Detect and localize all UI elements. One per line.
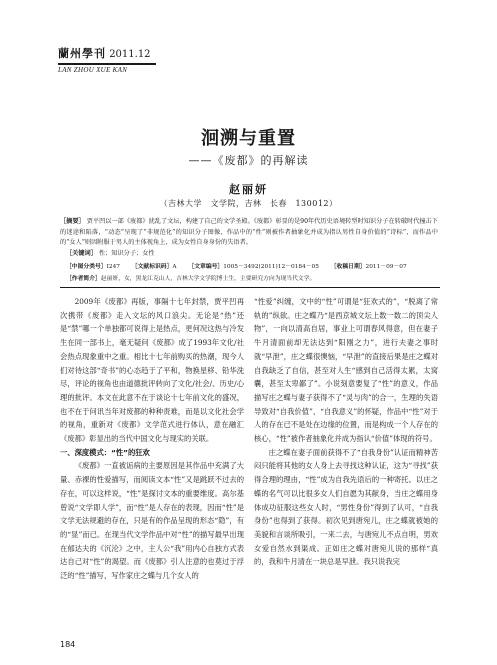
journal-name-en: LAN ZHOU XUE KAN bbox=[58, 66, 128, 74]
clc-label: ［中图分类号］ bbox=[66, 264, 107, 270]
body-left-column bbox=[60, 295, 244, 583]
abstract-text: 贾平凹以一部《废都》扰乱了文坛，构建了自己的文学圣殿。《废都》彰显的是90年代历史语境转型时知识分子在转破时代撞击下的迷途和陷落，“动态”呈现了“非规范化”的知识分子图像，作品中的“性”则被作者抽象化并成为指认男性自身价值的“诗标”，而作品中的“女人”则因附服于男人的主体视角上，成为女性自身身份的失语者。 bbox=[60, 218, 438, 246]
received-value: 2011－09－07 bbox=[365, 264, 407, 270]
abstract-label: ［摘要］ bbox=[60, 218, 85, 225]
header-rule bbox=[58, 63, 156, 65]
article-author: 赵丽妍 bbox=[229, 183, 268, 196]
author-info-line bbox=[66, 274, 446, 284]
body-paragraph: 《废都》一直被诟病的主要原因是其作品中充满了大量、赤裸的性爱描写，而阅读文本“性”又是跳跃不过去的存在，可以这样说，“性”是探讨文本的重要维度。高尔基曾说“文学即人学”，而“性”是人存在的表现，因而“性”是文学无法规避的存在，只是有的作品呈现的形态“隐”，有的“显”而已。在现当代文学作品中对“性”的描写最早出现在郁达夫的《沉沦》之中，主人公“我”用内心自独方式表达自己对“性”的渴望。而《废都》引人注意的也莫过于浮泛的“性”描写，写作家庄之蝶与几个女人的 bbox=[60, 461, 244, 581]
doc-code-label: ［文献标识码］ bbox=[131, 264, 173, 270]
article-subtitle: ——《废都》的再解读 bbox=[188, 154, 309, 167]
keywords bbox=[66, 249, 436, 259]
body-paragraph: 2009年《废都》再版，事隔十七年封禁，贾平凹再次携带《废都》走入文坛的风口浪尖。无论是“热”还是“禁”哪一个单独都可说得上是热点，更何况这热与冷发生在同一部书上，毫无疑问《废都》成了1993年文化/社会热点现象重中之重。相比十七年前购买的热潮，现今人们对待这部“奇书”的心态趋于了平和，物换星移、铅华洗尽，评论的视角也由道德批评转向了文化/社会/、历史/心理的批评。本文在此意不在于谈论十七年前文化的盛况，也不在于问讯当年对废都的种种责难，而是以文化社会学的视角，重新对《废都》文学范式进行体认，意在融汇《废都》彰显出的当代中国文化与现实的关联。 bbox=[60, 297, 244, 444]
section-heading: 一、深度模式：“性”的狂欢 bbox=[60, 447, 150, 457]
article-no-label: ［文章编号］ bbox=[188, 264, 224, 270]
journal-name: 蘭州學刊 bbox=[58, 47, 106, 60]
keywords-label: ［关键词］ bbox=[66, 250, 97, 257]
journal-issue: 2011.12 bbox=[109, 49, 151, 60]
received-label: ［收稿日期］ bbox=[330, 264, 366, 270]
doc-code-value: A bbox=[172, 264, 177, 270]
abstract bbox=[60, 217, 438, 249]
clc-value: I247 bbox=[106, 264, 120, 270]
keywords-text: 性；知识分子；女性 bbox=[98, 250, 155, 257]
page-number: 184 bbox=[60, 640, 76, 649]
body-paragraph: 庄之蝶在妻子面前获得不了“自我身份”认证而精神苦闷只能将其他的女人身上去寻找这种认证，这为“寻找”获得合理的理由，“性”成为自我先语后的一种寄托。以庄之蝶的名气可以比很多女人们自愿为其献身，当庄之蝶用身体成功征服这些女人时，“男性身份”得到了认可，“自我身份”也得到了获得。初次见到唐宛儿，庄之蝶就被她的美貌和言谈所吸引，一来二去，与唐宛儿不点自明，男欢女爱自然水到渠成。正如庄之蝶对唐宛儿说的那样“真的，我和牛月清在一块总是早泄。我只说我完 bbox=[254, 447, 438, 567]
meta-divider bbox=[60, 287, 440, 288]
body-paragraph: “性爱”纠缠，文中的“性”可谓是“狂欢式的”，“脱离了常轨的”纵欲。庄之蝶乃“是西京城文坛上数一数二的顶尖人物”，一向以清高自居，事业上可谓春风得意，但在妻子牛月清面前却无法达到“阳刚之力”，进行夫妻之事时就“早泄”，庄之蝶很懊恼，“早泄”的直接后果是庄之蝶对自我缺乏了自信，甚至对人生“感到自己活得太累，太窝囊，甚至太卑鄙了”。小说刻意要复了“性”的意义，作品描写庄之蝶与妻子获得不了“灵与肉”的合一，生理的失语导致对“自我价值”、“自我意义”的怀疑，作品中“性”对于人的存在已不是处在边缘的位置，而是构成一个人存在的核心，“性”被作者抽象化并成为指认“价值”体现的符号。 bbox=[254, 297, 438, 444]
article-title: 洄溯与重置 bbox=[201, 128, 296, 149]
author-info-value: 赵丽妍，女，黑龙江克山人，吉林大学文学院博士生，主要研究方向为现当代文学。 bbox=[100, 276, 316, 282]
journal-header bbox=[58, 48, 158, 74]
author-info-label: ［作者简介］ bbox=[66, 276, 101, 282]
classification-line bbox=[66, 262, 446, 272]
journal-header-line bbox=[58, 48, 158, 61]
author-affiliation: （吉林大学 文学院，吉林 长春 130012） bbox=[159, 199, 338, 208]
body-right-column bbox=[254, 295, 438, 569]
article-no-value: 1005－3492(2011)12－0184－05 bbox=[223, 264, 319, 270]
